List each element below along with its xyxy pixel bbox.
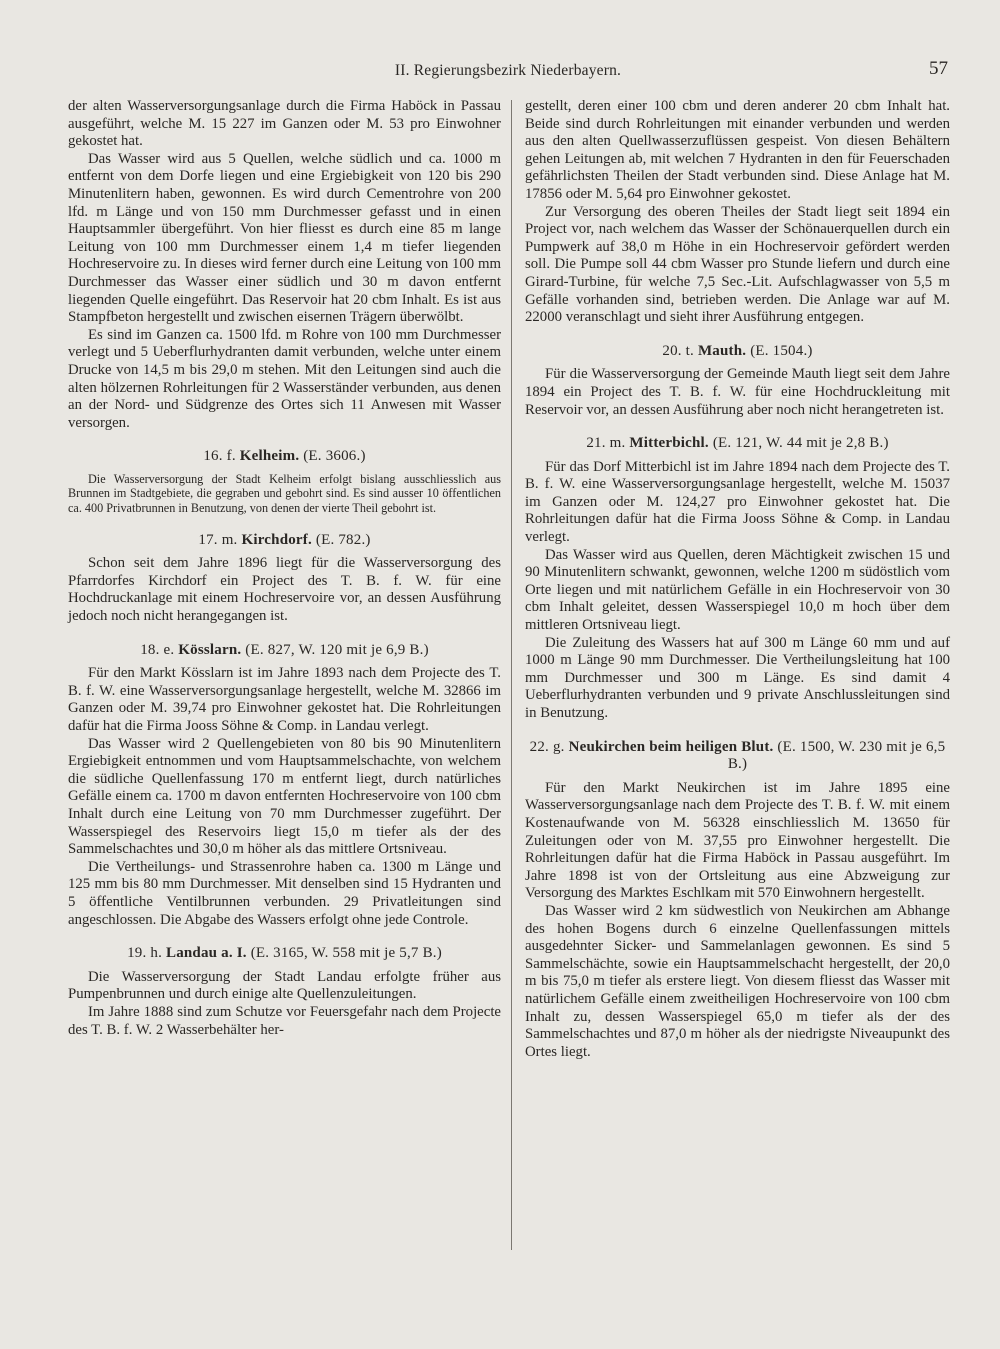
paragraph: Für die Wasserversorgung der Gemeinde Mauth liegt seit dem Jahre 1894 ein Project des T. B. f. W. für eine Hochdruckleitung mit Reservoir vor, an dessen Ausführung aber noch nicht herangetreten ist.: [525, 366, 950, 418]
section-number: 16. f.: [203, 448, 236, 465]
paragraph: Im Jahre 1888 sind zum Schutze vor Feuersgefahr nach dem Projecte des T. B. f. W. 2 Wasserbehälter her-: [68, 1003, 501, 1038]
section-details: (E. 3165, W. 558 mit je 5,7 B.): [250, 945, 442, 962]
section-heading-20: [525, 343, 950, 361]
paragraph: Es sind im Ganzen ca. 1500 lfd. m Rohre von 100 mm Durchmesser verlegt und 5 Ueberflurhydranten damit verbunden, welche unter einem Drucke von 14,5 m bis 29,0 m stehen. Mit den Leitungen sind auch die alten hölzernen Rohrleitungen für 2 Wasserständer verbunden, aus denen an der Nord- und Südgrenze des Ortes sich 11 Anwesen mit Wasser versorgen.: [68, 326, 501, 431]
section-details: (E. 1504.): [750, 342, 813, 359]
section-number: 21. m.: [586, 435, 626, 452]
paragraph: Die Vertheilungs- und Strassenrohre haben ca. 1300 m Länge und 125 mm bis 80 mm Durchmesser. Mit denselben sind 15 Hydranten und 5 öffentliche Ventilbrunnen verbunden. 29 Privatleitungen sind angeschlossen. Die Abgabe des Wassers erfolgt ohne jede Controle.: [68, 858, 501, 928]
paragraph: Das Wasser wird 2 km südwestlich von Neukirchen am Abhange des hohen Bogens durch 6 einzelne Quellenfassungen mittels ausgedehnter Sicker- und Sammelanlagen gewonnen. Es sind 5 Sammelschächte, sowie ein Hauptsammelschacht hergestellt, der 20,0 m bis 75,0 m tiefer als erstere liegt. Von diesem fliesst das Wasser mit natürlichem Gefälle einem zweitheiligen Hochreservoire von 100 cbm Inhalt zu, dessen Wasserspiegel 65,0 m tiefer als der des Sammelschachtes und 87,0 m höher als der niedrigste Niveaupunkt des Ortes liegt.: [525, 902, 950, 1060]
section-details: (E. 3606.): [303, 448, 366, 465]
paragraph: Das Wasser wird aus 5 Quellen, welche südlich und ca. 1000 m entfernt von dem Dorfe liegen und eine Ergiebigkeit von 120 bis 290 Minutenlitern haben, gewonnen. Es wird durch Cementrohre von 200 lfd. m Länge und von 150 mm Durchmesser gefasst und in einen Hauptsammler übergeführt. Von hier fliesst es durch eine 85 m lange Leitung von 100 mm Durchmesser einem 1,4 m tiefer liegenden Hochreservoire zu. In dieses wird ferner durch eine Leitung von 100 mm Durchmesser das Wasser einer südlich und 30 m davon entfernt liegenden Quelle eingeführt. Das Reservoir hat 20 cbm Inhalt. Es ist aus Stampfbeton hergestellt und zwischen eisernen Trägern überwölbt.: [68, 150, 501, 326]
paragraph: Die Wasserversorgung der Stadt Kelheim erfolgt bislang ausschliesslich aus Brunnen im Stadtgebiete, die gegraben und gebohrt sind. Es sind ausser 10 öffentlichen ca. 400 Privatbrunnen in Benutzung, von denen der vierte Theil gebohrt ist.: [68, 471, 501, 516]
paragraph: Für den Markt Neukirchen ist im Jahre 1895 eine Wasserversorgungsanlage nach dem Projecte des T. B. f. W. mit einem Kostenaufwande von M. 56328 einschliesslich M. 13650 für Zuleitungen oder von M. 37,55 pro Einwohner hergestellt. Die Rohrleitungen dafür hat die Firma Haböck in Passau ausgeführt. Im Jahre 1898 ist von der Ortsleitung aus eine Abzweigung zur Versorgung des Marktes Eschlkam mit 570 Einwohnern hergestellt.: [525, 779, 950, 902]
paragraph: Zur Versorgung des oberen Theiles der Stadt liegt seit 1894 ein Project vor, nach welchem das Wasser der Schönauerquellen durch ein Pumpwerk auf 38,0 m Höhe in ein Hochreservoir gefördert werden soll. Die Pumpe soll 44 cbm Wasser pro Stunde liefern und durch eine Girard-Turbine, für welche 7,5 Sec.-Lit. Aufschlagwasser von 5,5 m Gefälle vorhanden sind, betrieben werden. Die Anlage war auf M. 22000 veranschlagt und sieht ihrer Ausführung entgegen.: [525, 203, 950, 326]
section-number: 22. g.: [529, 738, 565, 755]
section-name: Kelheim.: [239, 448, 300, 465]
section-details: (E. 1500, W. 230 mit je 6,5 B.): [727, 738, 946, 773]
running-head: II. Regierungsbezirk Niederbayern.: [394, 62, 622, 79]
paragraph: Schon seit dem Jahre 1896 liegt für die Wasserversorgung des Pfarrdorfes Kirchdorf ein Project des T. B. f. W. für eine Hochdruckanlage mit einem Hochreservoire vor, an dessen Ausführung jedoch noch nicht herangegangen ist.: [68, 555, 501, 625]
paragraph: Das Wasser wird aus Quellen, deren Mächtigkeit zwischen 15 und 90 Minutenlitern schwankt, gewonnen, welche 1200 m südöstlich vom Orte liegen und mit natürlichem Gefälle in ein Hochreservoir von 30 cbm Inhalt geleitet, dessen Wasserspiegel 10,0 m hoch über dem mittleren Ortsniveau liegt.: [525, 546, 950, 634]
paragraph: Die Wasserversorgung der Stadt Landau erfolgte früher aus Pumpenbrunnen und durch einige alte Quellenzuleitungen.: [68, 968, 501, 1003]
section-name: Mitterbichl.: [629, 435, 709, 452]
section-name: Neukirchen beim heiligen Blut.: [568, 738, 774, 755]
small-print-block: [68, 472, 501, 516]
section-heading-21: [525, 435, 950, 453]
section-number: 20. t.: [662, 342, 694, 359]
section-heading-16: [68, 448, 501, 466]
paragraph: Die Zuleitung des Wassers hat auf 300 m Länge 60 mm und auf 1000 m Länge 90 mm Durchmesser. Die Vertheilungsleitung hat 100 mm Durchmesser und 300 m Länge. Es sind damit 4 Ueberflurhydranten verbunden und 9 private Anschlussleitungen sind in Benutzung.: [525, 634, 950, 721]
paragraph: der alten Wasserversorgungsanlage durch die Firma Haböck in Passau ausgeführt, welche M. 15 227 im Ganzen oder M. 53 pro Einwohner gekostet hat.: [68, 98, 501, 150]
section-details: (E. 782.): [315, 531, 371, 548]
section-name: Landau a. I.: [165, 945, 247, 962]
page-header: [68, 58, 948, 88]
section-heading-17: [68, 532, 501, 550]
section-number: 17. m.: [198, 531, 238, 548]
column-divider: [511, 100, 512, 1250]
right-column: [525, 98, 950, 1061]
section-details: (E. 121, W. 44 mit je 2,8 B.): [712, 435, 889, 452]
paragraph: Für den Markt Kösslarn ist im Jahre 1893 nach dem Projecte des T. B. f. W. eine Wasserversorgungsanlage hergestellt, welche M. 32866 im Ganzen oder M. 39,74 pro Einwohner gekostet hat. Die Rohrleitungen dafür hat die Firma Jooss Söhne & Comp. in Landau verlegt.: [68, 665, 501, 734]
section-name: Kösslarn.: [178, 641, 242, 658]
paragraph: Für das Dorf Mitterbichl ist im Jahre 1894 nach dem Projecte des T. B. f. W. eine Wasserversorgungsanlage hergestellt, welche M. 15037 im Ganzen oder M. 124,27 pro Einwohner gekostet hat. Die Rohrleitungen dafür hat die Firma Jooss Söhne & Comp. in Landau verlegt.: [525, 458, 950, 546]
paragraph: Das Wasser wird 2 Quellengebieten von 80 bis 90 Minutenlitern Ergiebigkeit entnommen und vom Hauptsammelschachte, von welchem die südliche Quellenfassung 170 m entfernt liegt, durch natürliches Gefälle einem ca. 1700 m davon entfernten Hochreservoire von 100 cbm Inhalt durch eine Leitung von 70 mm Durchmesser zugeführt. Der Wasserspiegel des Reservoirs liegt 15,0 m tiefer als der des Sammelschachtes und 30,0 m höher als das mittlere Ortsniveau.: [68, 735, 501, 858]
section-heading-19: [68, 945, 501, 963]
section-number: 18. e.: [140, 641, 175, 658]
section-name: Kirchdorf.: [241, 531, 312, 548]
section-name: Mauth.: [697, 342, 747, 359]
section-details: (E. 827, W. 120 mit je 6,9 B.): [245, 641, 429, 658]
left-column: [68, 98, 501, 1039]
page-number: 57: [929, 58, 948, 79]
paragraph: gestellt, deren einer 100 cbm und deren anderer 20 cbm Inhalt hat. Beide sind durch Rohrleitungen mit einander verbunden und werden aus den alten Quellwasserzuflüssen gespeist. Von diesen Behältern gehen Leitungen ab, mit welchen 7 Hydranten in den für Feuerschaden gefährlichsten Theilen der Stadt verbunden sind. Diese Anlage hat M. 17856 oder M. 5,64 pro Einwohner gekostet.: [525, 98, 950, 202]
section-heading-18: [68, 642, 501, 660]
section-heading-22: [525, 739, 950, 774]
section-number: 19. h.: [127, 945, 163, 962]
